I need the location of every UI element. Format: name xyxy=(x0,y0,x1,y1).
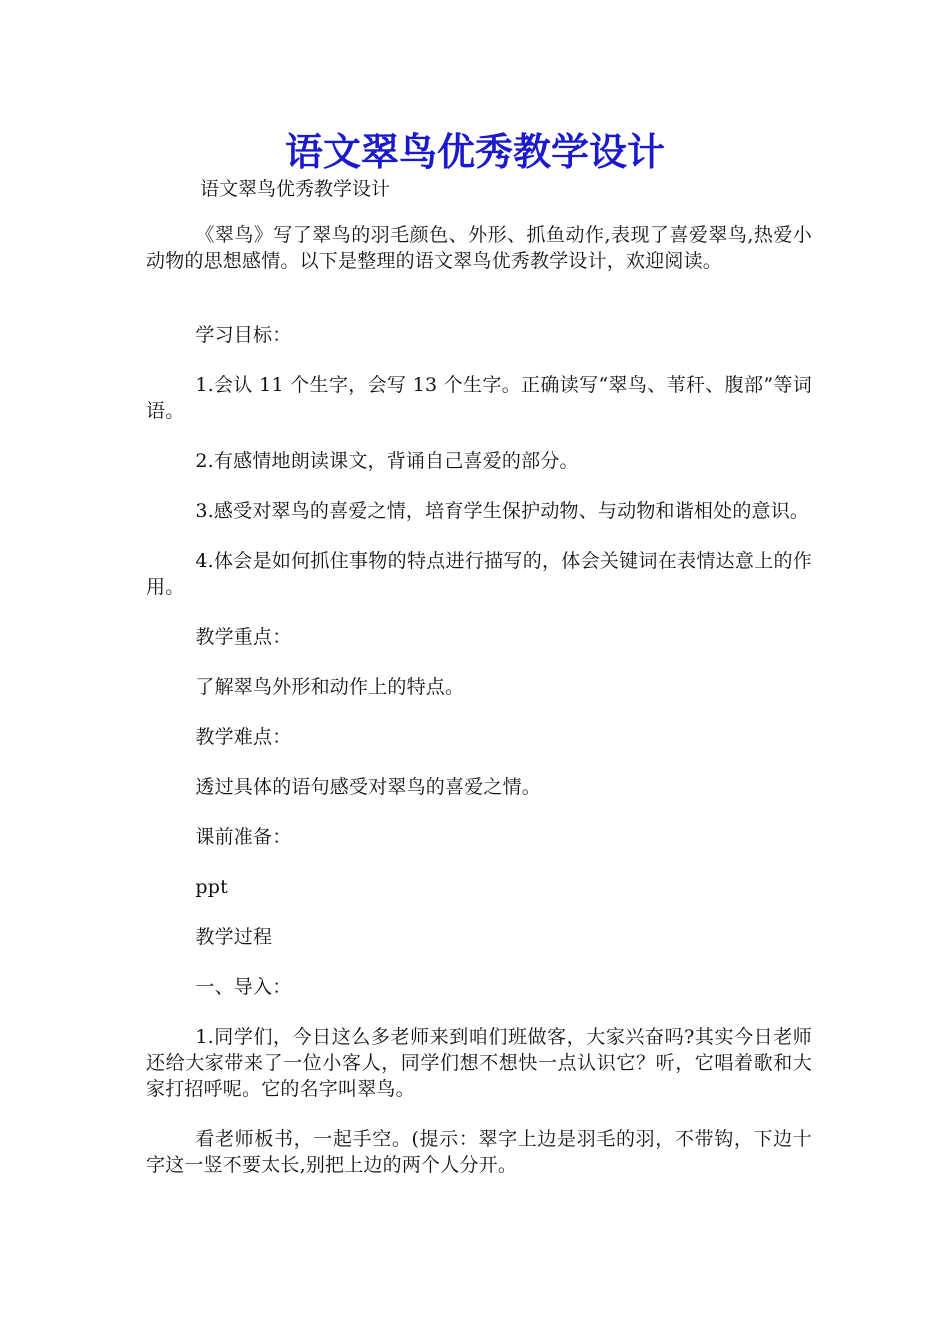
heading-introduction: 一、导入： xyxy=(195,976,292,998)
document-body xyxy=(146,222,812,1202)
paragraph-goal-1: 1.会认 11 个生字，会写 13 个生字。正确读写“翠鸟、苇秆、腹部”等词语。 xyxy=(146,374,812,422)
paragraph-goal-3: 3.感受对翠鸟的喜爱之情，培育学生保护动物、与动物和谐相处的意识。 xyxy=(195,500,810,522)
heading-learning-goals: 学习目标： xyxy=(195,324,292,346)
heading-process: 教学过程 xyxy=(195,926,273,948)
document-subtitle: 语文翠鸟优秀教学设计 xyxy=(200,178,391,200)
heading-key-points: 教学重点： xyxy=(195,626,292,648)
heading-difficulties: 教学难点： xyxy=(195,726,292,748)
heading-preparation: 课前准备： xyxy=(195,826,292,848)
paragraph-board-writing: 看老师板书，一起手空。(提示：翠字上边是羽毛的羽，不带钩，下边十字这一竖不要太长,别把上边的两个人分开。 xyxy=(146,1128,812,1176)
document-title: 语文翠鸟优秀教学设计 xyxy=(284,129,665,174)
paragraph-goal-2: 2.有感情地朗读课文，背诵自己喜爱的部分。 xyxy=(195,450,579,472)
paragraph-difficulties: 透过具体的语句感受对翠鸟的喜爱之情。 xyxy=(195,776,541,798)
paragraph-key-points: 了解翠鸟外形和动作上的特点。 xyxy=(195,676,465,698)
paragraph-goal-4: 4.体会是如何抓住事物的特点进行描写的，体会关键词在表情达意上的作用。 xyxy=(146,550,812,598)
paragraph-introduction-1: 1.同学们，今日这么多老师来到咱们班做客，大家兴奋吗?其实今日老师还给大家带来了一位小客人，同学们想不想快一点认识它？听，它唱着歌和大家打招呼呢。它的名字叫翠鸟。 xyxy=(146,1026,812,1100)
paragraph-intro: 《翠鸟》写了翠鸟的羽毛颜色、外形、抓鱼动作,表现了喜爱翠鸟,热爱小动物的思想感情。以下是整理的语文翠鸟优秀教学设计，欢迎阅读。 xyxy=(146,224,812,272)
paragraph-preparation: ppt xyxy=(195,876,228,898)
